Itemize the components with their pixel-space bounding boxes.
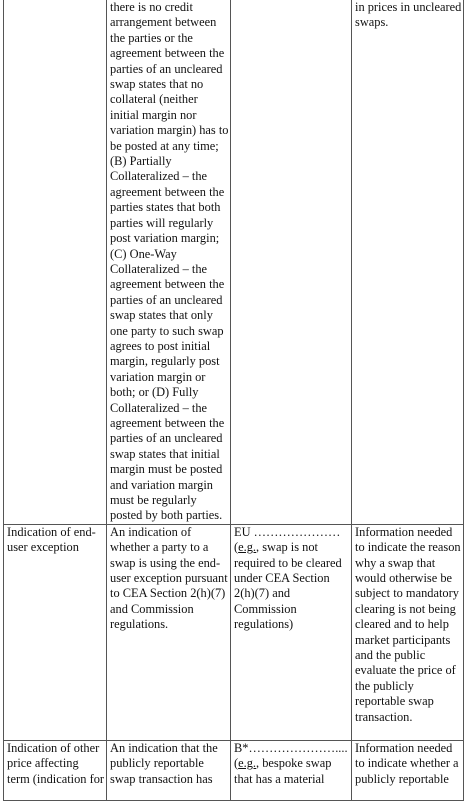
example-code: EU ………………… [234, 524, 341, 539]
rationale-cell: Information needed to indicate whether a publicly reportable [352, 740, 464, 800]
description-cell: An indication that the publicly reportable swap transaction has [107, 740, 231, 800]
description-cell: An indication of whether a party to a swap is using the end- user exception pursuant to CEA Section 2(h)(7) and Commission regulations. [107, 524, 231, 740]
example-cell: B*………………….... (e.g., bespoke swap that has a material [231, 740, 352, 800]
table-row [4, 740, 464, 800]
eg-abbreviation: e.g. [238, 540, 257, 555]
field-name-cell: Indication of other price affecting term (indication for [4, 740, 107, 800]
table-row [4, 524, 464, 740]
example-cell [231, 0, 352, 524]
example-code: B*………………….... [234, 740, 348, 755]
table-row [4, 0, 464, 524]
example-cell: EU ………………… (e.g., swap is not required to be cleared under CEA Section 2(h)(7) and Commission regulations) [231, 524, 352, 740]
rationale-cell: Information needed to indicate the reason why a swap that would otherwise be subject to mandatory clearing is not being cleared and to help market participants and the public evaluate the price of the publicly reportable swap transaction. [352, 524, 464, 740]
eg-abbreviation: e.g. [238, 756, 257, 771]
description-cell: there is no credit arrangement between the parties or the agreement between the parties of an uncleared swap states that no collateral (neither initial margin nor variation margin) has to be posted at any time; (B) Partially Collateralized – the agreement between the parties states that both parties will regularly post variation margin; (C) One-Way Collateralized – the agreement between the parties of an uncleared swap states that only one party to such swap agrees to post initial margin, regularly post variation margin or both; or (D) Fully Collateralized – the agreement between the parties of an uncleared swap states that initial margin must be posted and variation margin must be regularly posted by both parties. [107, 0, 231, 524]
rationale-cell: in prices in uncleared swaps. [352, 0, 464, 524]
field-name-cell: Indication of end- user exception [4, 524, 107, 740]
document-table [3, 0, 464, 801]
field-name-cell [4, 0, 107, 524]
